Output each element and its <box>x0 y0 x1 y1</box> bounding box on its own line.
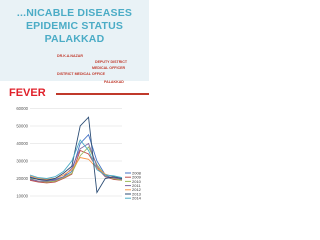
y-tick-label: 20000 <box>16 176 28 181</box>
chart-series <box>30 117 122 192</box>
section-label: FEVER <box>9 87 46 99</box>
author-place: PALAKKAD <box>104 80 124 84</box>
y-tick-label: 50000 <box>16 123 28 129</box>
fever-line-chart <box>0 100 149 201</box>
title-line-3: PALAKKAD <box>44 33 105 45</box>
section-divider <box>56 93 149 95</box>
legend-label: 2012 <box>132 187 141 193</box>
y-tick-label: 30000 <box>16 158 28 164</box>
chart-legend <box>125 170 142 200</box>
legend-label: 2011 <box>132 183 141 188</box>
title-line-2: EPIDEMIC STATUS <box>25 20 124 32</box>
author-name: DR.K.A.NAZAR <box>57 54 83 58</box>
legend-label: 2013 <box>132 191 141 197</box>
y-tick-label: 60000 <box>16 106 28 111</box>
legend-label: 2014 <box>132 195 141 201</box>
legend-label: 2010 <box>132 178 141 184</box>
slide-title <box>0 7 149 46</box>
author-role-2: MEDICAL OFFICER <box>92 66 126 70</box>
author-org: DISTRICT MEDICAL OFFICE <box>57 72 106 76</box>
y-tick-label: 10000 <box>16 193 28 199</box>
legend-label: 2008 <box>132 170 141 176</box>
author-role-1: DEPUTY DISTRICT <box>95 60 128 64</box>
legend-label: 2009 <box>132 174 141 180</box>
y-tick-label: 40000 <box>16 141 28 146</box>
title-line-1: ...NICABLE DISEASES <box>16 7 133 19</box>
y-axis-ticks <box>16 106 28 199</box>
